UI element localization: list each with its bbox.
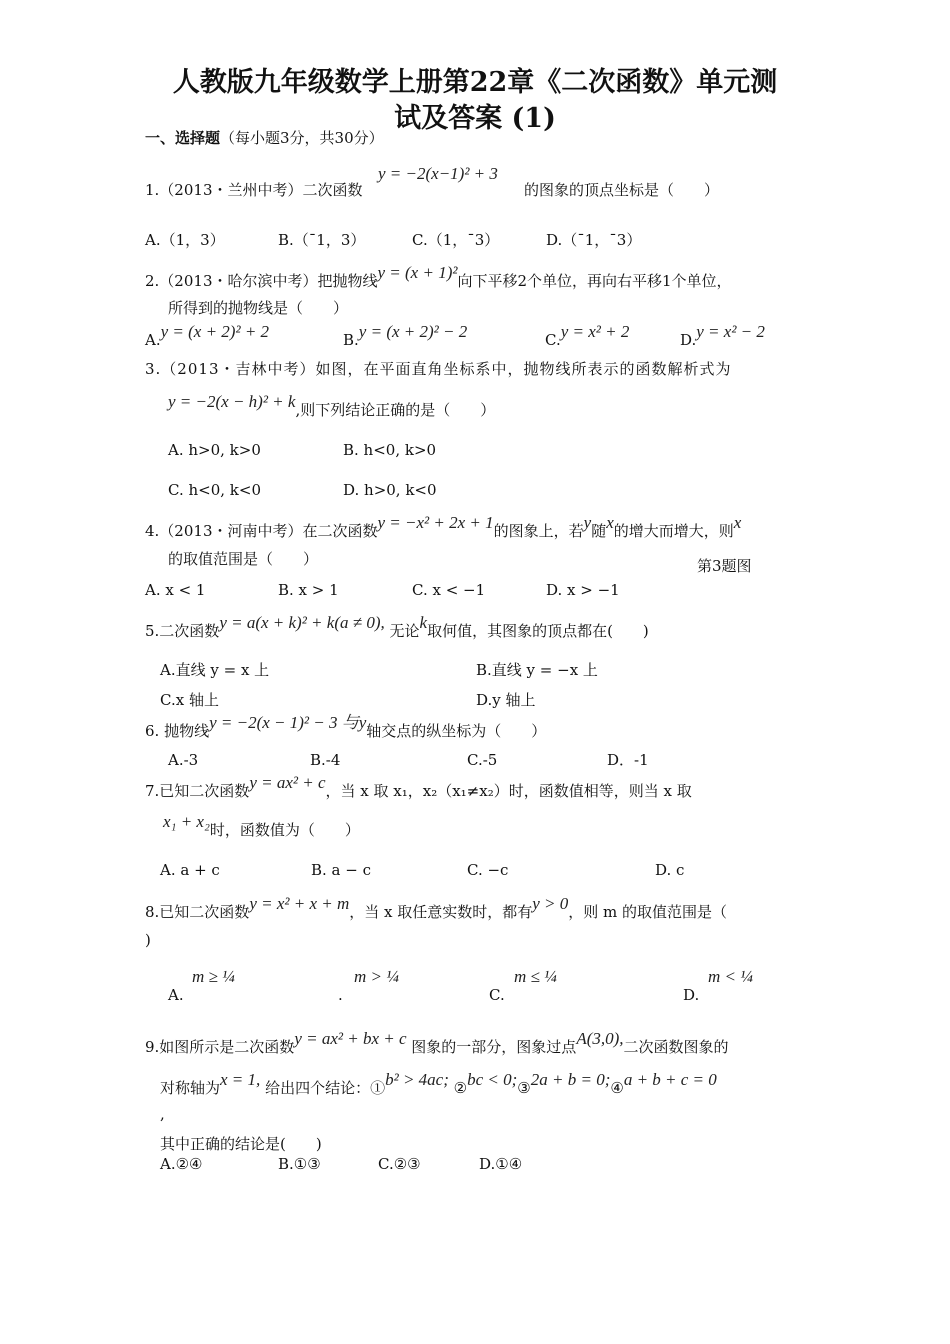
q9-conclusion-3: 2a + b = 0; bbox=[530, 1070, 611, 1089]
q5-text: 5.二次函数 bbox=[145, 622, 220, 640]
question-2 bbox=[145, 263, 732, 291]
q5-text-3: 取何值，其图象的顶点都在( ) bbox=[427, 622, 649, 640]
q1-text: 1.（2013・兰州中考）二次函数 bbox=[145, 181, 363, 199]
q8-label-c: C. bbox=[489, 986, 505, 1004]
question-3: 3.（2013・吉林中考）如图，在平面直角坐标系中，抛物线所表示的函数解析式为 bbox=[145, 360, 732, 378]
q8-condition: y > 0 bbox=[532, 894, 569, 913]
q9-text-4: 对称轴为 bbox=[160, 1079, 221, 1097]
q9-text-3: 二次函数图象的 bbox=[623, 1038, 729, 1056]
q8-text-4: ) bbox=[145, 931, 151, 949]
q9-num-4: ④ bbox=[610, 1079, 624, 1097]
q3-formula: y = −2(x − h)² + k bbox=[168, 392, 296, 411]
q5-option-d: D.y 轴上 bbox=[476, 691, 536, 709]
q7-option-b: B. a − c bbox=[311, 861, 372, 879]
q9-line-2 bbox=[160, 1070, 717, 1098]
q8-option-a: m ≥ ¼ bbox=[192, 967, 235, 986]
q8-label-d: D. bbox=[683, 986, 700, 1004]
q3-option-b: B. h<0, k>0 bbox=[343, 441, 437, 459]
q2-option-b: y = (x + 2)² − 2 bbox=[358, 322, 468, 341]
q6-text-2: 轴交点的纵坐标为（ ） bbox=[366, 722, 547, 740]
q8-label-b: . bbox=[338, 986, 343, 1004]
q9-num-2: ② bbox=[453, 1079, 468, 1097]
q6-option-b: B.-4 bbox=[310, 751, 341, 769]
q3-option-a: A. h>0, k>0 bbox=[168, 441, 261, 459]
q9-option-d: D.①④ bbox=[479, 1155, 523, 1173]
q9-conclusion-1: b² > 4ac; bbox=[385, 1070, 449, 1089]
q8-option-c: m ≤ ¼ bbox=[514, 967, 557, 986]
q4-option-a: A. x < 1 bbox=[145, 581, 206, 599]
q4-option-c: C. x < −1 bbox=[412, 581, 486, 599]
q1-option-c: C.（1，¯3） bbox=[412, 231, 500, 249]
q7-option-d: D. c bbox=[655, 861, 685, 879]
q3-option-c: C. h<0, k<0 bbox=[168, 481, 261, 499]
q4-text: 4.（2013・河南中考）在二次函数 bbox=[145, 522, 378, 540]
q7-sum: x₁ + x₂ bbox=[163, 812, 210, 831]
q3-option-d: D. h>0, k<0 bbox=[343, 481, 437, 499]
q2-option-c: y = x² + 2 bbox=[560, 322, 630, 341]
q7-text: 7.已知二次函数 bbox=[145, 782, 250, 800]
q6-formula: y = −2(x − 1)² − 3 与y bbox=[209, 713, 367, 732]
q9-option-c: C.②③ bbox=[378, 1155, 421, 1173]
doc-title-line1: 人教版九年级数学上册第22章《二次函数》单元测 bbox=[172, 67, 778, 98]
question-8 bbox=[145, 894, 728, 922]
q5-option-b: B.直线 y = −x 上 bbox=[476, 661, 598, 679]
q5-text-2: 无论 bbox=[389, 622, 420, 640]
question-9 bbox=[145, 1029, 729, 1057]
q1-text-2: 的图象的顶点坐标是（ ） bbox=[524, 181, 720, 199]
q2-label-d: D. bbox=[680, 331, 697, 349]
q7-option-c: C. −c bbox=[467, 861, 509, 879]
q1-option-a: A.（1，3） bbox=[145, 231, 225, 249]
q9-option-b: B.①③ bbox=[278, 1155, 321, 1173]
q9-text: 9.如图所示是二次函数 bbox=[145, 1038, 295, 1056]
q3-text-2: ,则下列结论正确的是（ ） bbox=[295, 401, 496, 419]
q8-option-d: m < ¼ bbox=[708, 967, 753, 986]
question-5 bbox=[145, 613, 649, 641]
q9-comma: , bbox=[160, 1105, 165, 1123]
section-note: （每小题3分，共30分） bbox=[220, 129, 384, 147]
q4-var-y: y bbox=[583, 513, 592, 532]
question-7 bbox=[145, 773, 692, 801]
q4-var-x2: x bbox=[733, 513, 742, 532]
q7-formula: y = ax² + c bbox=[249, 773, 326, 792]
q7-text-2: ，当 x 取 x₁，x₂（x₁≠x₂）时，函数值相等，则当 x 取 bbox=[325, 782, 692, 800]
q4-text-4: 的增大而增大，则 bbox=[613, 522, 734, 540]
q2-label-a: A. bbox=[145, 331, 161, 349]
q6-option-a: A.-3 bbox=[168, 751, 199, 769]
q2-label-c: C. bbox=[545, 331, 561, 349]
q5-option-c: C.x 轴上 bbox=[160, 691, 219, 709]
q9-conclusion-2: bc < 0; bbox=[467, 1070, 518, 1089]
q9-num-3: ③ bbox=[517, 1079, 531, 1097]
question-6 bbox=[145, 713, 547, 741]
q9-text-6: 其中正确的结论是( ) bbox=[160, 1135, 322, 1153]
q7-option-a: A. a + c bbox=[160, 861, 220, 879]
q4-option-d: D. x > −1 bbox=[546, 581, 620, 599]
q4-option-b: B. x > 1 bbox=[278, 581, 339, 599]
q8-text-3: ，则 m 的取值范围是（ bbox=[568, 903, 728, 921]
q6-text: 6. 抛物线 bbox=[145, 722, 210, 740]
q7-text-3: 时，函数值为（ ） bbox=[209, 821, 360, 839]
q9-axis: x = 1, bbox=[220, 1070, 261, 1089]
q5-var-k: k bbox=[419, 613, 428, 632]
q9-text-2: 图象的一部分，图象过点 bbox=[411, 1038, 577, 1056]
q9-text-5: 给出四个结论：① bbox=[265, 1079, 386, 1097]
doc-title-line2: 试及答案 (1) bbox=[394, 103, 556, 134]
q2-label-b: B. bbox=[343, 331, 359, 349]
q5-formula: y = a(x + k)² + k(a ≠ 0), bbox=[219, 613, 385, 632]
question-4 bbox=[145, 513, 742, 541]
q2-text-3: 所得到的抛物线是（ ） bbox=[168, 299, 349, 317]
q1-formula: y = −2(x−1)² + 3 bbox=[378, 164, 498, 183]
q9-conclusion-4: a + b + c = 0 bbox=[623, 1070, 717, 1089]
q8-text-2: ，当 x 取任意实数时，都有 bbox=[349, 903, 533, 921]
q4-text-2: 的图象上，若 bbox=[493, 522, 584, 540]
q2-option-a: y = (x + 2)² + 2 bbox=[160, 322, 270, 341]
q4-text-5: 的取值范围是（ ） bbox=[168, 550, 319, 568]
q4-var-x: x bbox=[606, 513, 614, 532]
q5-option-a: A.直线 y = x 上 bbox=[160, 661, 270, 679]
figure-caption: 第3题图 bbox=[697, 557, 752, 575]
q8-label-a: A. bbox=[168, 986, 184, 1004]
q4-text-3: 随 bbox=[591, 522, 607, 540]
q9-option-a: A.②④ bbox=[160, 1155, 203, 1173]
q2-formula: y = (x + 1)² bbox=[377, 263, 458, 282]
q2-option-d: y = x² − 2 bbox=[696, 322, 765, 341]
q6-option-c: C.-5 bbox=[467, 751, 498, 769]
q1-option-d: D.（¯1，¯3） bbox=[546, 231, 642, 249]
q2-text-2: 向下平移2个单位，再向右平移1个单位， bbox=[457, 272, 732, 290]
question-1 bbox=[145, 180, 363, 200]
q4-formula: y = −x² + 2x + 1 bbox=[377, 513, 494, 532]
q9-formula: y = ax² + bx + c bbox=[294, 1029, 407, 1048]
q8-formula: y = x² + x + m bbox=[249, 894, 350, 913]
section-heading: 一、选择题 bbox=[145, 129, 221, 147]
q8-text: 8.已知二次函数 bbox=[145, 903, 250, 921]
q9-point: A(3,0), bbox=[576, 1029, 624, 1048]
q2-text: 2.（2013・哈尔滨中考）把抛物线 bbox=[145, 272, 378, 290]
q6-option-d: D．-1 bbox=[607, 751, 649, 769]
q8-option-b: m > ¼ bbox=[354, 967, 399, 986]
q1-option-b: B.（¯1，3） bbox=[278, 231, 366, 249]
